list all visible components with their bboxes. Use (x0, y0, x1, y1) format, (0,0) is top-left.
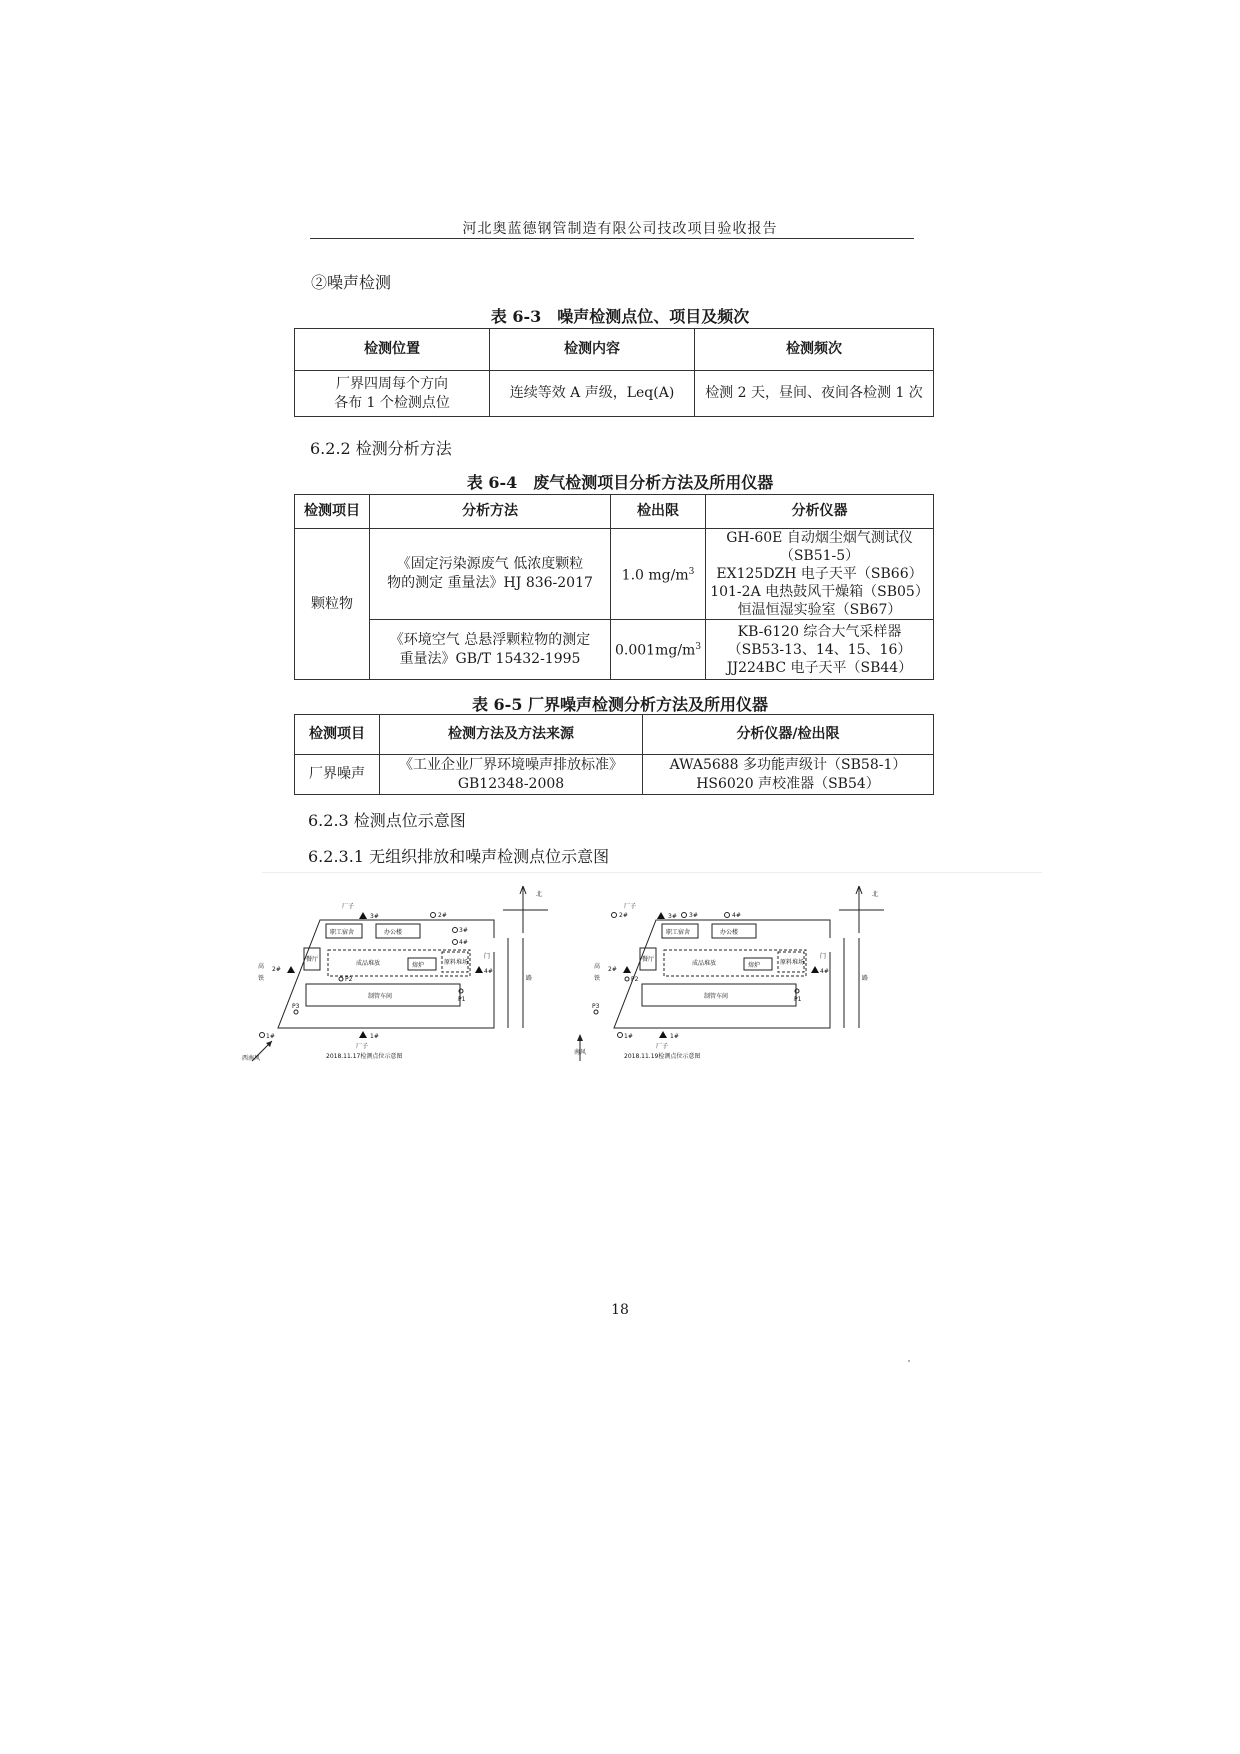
method-line: 《工业企业厂界环境噪声排放标准》 (399, 756, 623, 773)
method-line: 重量法》GB/T 15432-1995 (399, 650, 581, 667)
table-6-3-frequency-cell: 检测 2 天，昼间、夜间各检测 1 次 (695, 371, 934, 417)
monitoring-diagram-1119 (574, 878, 934, 1064)
table-row (295, 529, 934, 620)
label-factory-top: 厂子 (624, 903, 637, 910)
label-office: 办公楼 (384, 929, 403, 936)
label-rail-2: 铁 (258, 975, 265, 982)
label-p1: P1 (794, 996, 802, 1003)
table-6-3-header-content: 检测内容 (490, 329, 695, 371)
label-circle2: 2# (438, 912, 447, 919)
label-pt2: 2# (272, 966, 281, 973)
label-factory-bottom: 厂子 (356, 1043, 369, 1050)
table-6-4-method-cell (370, 620, 611, 680)
table-6-5 (294, 714, 934, 795)
method-line: GB12348-2008 (457, 775, 565, 792)
table-row (295, 755, 934, 795)
label-north: 北 (872, 891, 879, 898)
sample-point-4 (475, 966, 483, 973)
label-raw: 原料堆场 (444, 959, 469, 966)
table-6-5-item-cell: 厂界噪声 (295, 755, 380, 795)
label-rail-1: 高 (594, 963, 601, 970)
page-number: 18 (611, 1302, 629, 1318)
factory-boundary (614, 920, 830, 1028)
table-6-4-item-cell: 颗粒物 (295, 529, 370, 680)
instrument-line: 恒温恒湿实验室（SB67） (737, 602, 902, 618)
section-6-2-3-title: 6.2.3 检测点位示意图 (308, 811, 466, 830)
sample-point-2 (623, 966, 631, 973)
method-line: 《环境空气 总悬浮颗粒物的测定 (389, 631, 591, 648)
label-pt1: 1# (670, 1033, 679, 1040)
instrument-line: 101-2A 电热鼓风干燥箱（SB05） (710, 584, 929, 600)
factory-boundary (278, 920, 494, 1028)
label-factory-top: 厂子 (342, 903, 355, 910)
table-6-4-caption: 表 6-4 废气检测项目分析方法及所用仪器 (466, 473, 774, 492)
section-6-2-2-title: 6.2.2 检测分析方法 (310, 439, 452, 458)
table-6-3 (294, 328, 934, 417)
table-row (295, 371, 934, 417)
label-circle4: 4# (732, 912, 741, 919)
limit-unit-superscript: 3 (695, 642, 702, 653)
position-line: 各布 1 个检测点位 (334, 394, 450, 411)
instrument-line: （SB53-13、14、15、16） (727, 641, 912, 658)
label-p2: P2 (631, 976, 639, 983)
label-workshop: 制管车间 (368, 993, 393, 1000)
label-gate: 门 (820, 953, 827, 960)
label-p1: P1 (458, 996, 466, 1003)
label-circle3: 3# (689, 912, 698, 919)
table-6-5-caption: 表 6-5 厂界噪声检测分析方法及所用仪器 (471, 695, 769, 714)
diagram-caption: 2018.11.19检测点位示意图 (624, 1053, 701, 1060)
label-gate: 门 (484, 953, 491, 960)
label-furnace: 熔炉 (412, 962, 425, 969)
label-circle1: 1# (266, 1033, 275, 1040)
table-6-3-content-cell: 连续等效 A 声级，Leq(A) (490, 371, 695, 417)
header-rule (310, 238, 914, 239)
table-6-5-instrument-cell (643, 755, 934, 795)
label-pt4: 4# (820, 968, 829, 975)
label-factory-bottom: 厂子 (656, 1043, 669, 1050)
table-6-4-header-item: 检测项目 (295, 495, 370, 529)
label-wind: 西南风 (242, 1055, 261, 1062)
label-pt4: 4# (484, 968, 493, 975)
label-pt3: 3# (668, 913, 677, 920)
label-north: 北 (536, 891, 543, 898)
scan-speck (908, 1360, 910, 1362)
noise-section-title: ②噪声检测 (311, 273, 392, 292)
table-6-3-caption: 表 6-3 噪声检测点位、项目及频次 (490, 307, 750, 326)
label-dorm: 职工宿舍 (666, 929, 691, 936)
label-rail-2: 铁 (594, 975, 601, 982)
position-line: 厂界四周每个方向 (336, 375, 448, 392)
table-6-4-header-limit: 检出限 (611, 495, 706, 529)
sample-point-2 (287, 966, 295, 973)
table-6-4-limit-cell (611, 529, 706, 620)
table-6-4-header-instrument: 分析仪器 (706, 495, 934, 529)
instrument-line: AWA5688 多功能声级计（SB58-1） (669, 756, 907, 773)
table-6-5-header-instrument: 分析仪器/检出限 (643, 715, 934, 755)
table-6-4-instrument-cell (706, 529, 934, 620)
label-dorm: 职工宿舍 (330, 929, 355, 936)
table-6-4-instrument-cell (706, 620, 934, 680)
section-6-2-3-1-title: 6.2.3.1 无组织排放和噪声检测点位示意图 (308, 847, 610, 866)
label-road: 路 (526, 975, 533, 982)
label-furnace: 熔炉 (748, 962, 761, 969)
label-pt3: 3# (370, 913, 379, 920)
label-p3: P3 (292, 1003, 300, 1010)
table-6-5-method-cell (380, 755, 643, 795)
table-6-4 (294, 494, 934, 680)
instrument-line: GH-60E 自动烟尘烟气测试仪 (726, 530, 913, 546)
method-line: 《固定污染源废气 低浓度颗粒 (396, 556, 584, 572)
label-raw: 原料堆场 (780, 959, 805, 966)
label-wind: 南风 (574, 1049, 587, 1056)
table-6-5-header-item: 检测项目 (295, 715, 380, 755)
label-circle3: 3# (459, 927, 468, 934)
instrument-line: EX125DZH 电子天平（SB66） (716, 566, 923, 582)
label-pt1: 1# (370, 1033, 379, 1040)
sample-point-3 (657, 912, 665, 919)
table-6-3-header-frequency: 检测频次 (695, 329, 934, 371)
instrument-line: HS6020 声校准器（SB54） (696, 775, 880, 792)
label-canteen: 餐厅 (642, 956, 655, 963)
limit-unit-superscript: 3 (688, 566, 695, 577)
label-rail-1: 高 (258, 963, 265, 970)
instrument-line: JJ224BC 电子天平（SB44） (726, 659, 913, 676)
scan-line (262, 872, 1042, 873)
label-products: 成品堆放 (692, 960, 717, 967)
table-6-4-limit-cell (611, 620, 706, 680)
table-6-4-method-cell (370, 529, 611, 620)
table-6-3-header-position: 检测位置 (295, 329, 490, 371)
label-circle4: 4# (459, 939, 468, 946)
instrument-line: KB-6120 综合大气采样器 (737, 623, 902, 640)
label-p3: P3 (592, 1003, 600, 1010)
report-header-title: 河北奥蓝德钢管制造有限公司技改项目验收报告 (462, 221, 778, 237)
table-6-4-header-method: 分析方法 (370, 495, 611, 529)
label-pt2: 2# (608, 966, 617, 973)
label-p2: P2 (345, 976, 353, 983)
table-6-3-position-cell (295, 371, 490, 417)
monitoring-diagram-1117 (242, 878, 601, 1064)
method-line: 物的测定 重量法》HJ 836-2017 (387, 575, 593, 591)
sample-point-3 (359, 912, 367, 919)
label-office: 办公楼 (720, 929, 739, 936)
label-canteen: 餐厅 (306, 956, 319, 963)
table-6-5-header-method: 检测方法及方法来源 (380, 715, 643, 755)
label-road: 路 (862, 975, 869, 982)
table-row (295, 620, 934, 680)
sample-point-4 (811, 966, 819, 973)
limit-value: 1.0 mg/m (621, 567, 689, 584)
label-products: 成品堆放 (356, 960, 381, 967)
diagram-caption: 2018.11.17检测点位示意图 (326, 1053, 403, 1060)
label-circle1: 1# (624, 1033, 633, 1040)
sample-point-1 (659, 1031, 667, 1038)
limit-value: 0.001mg/m (615, 642, 696, 659)
label-circle2: 2# (619, 912, 628, 919)
label-workshop: 制管车间 (704, 993, 729, 1000)
instrument-line: （SB51-5） (779, 548, 860, 564)
sample-point-1 (359, 1031, 367, 1038)
